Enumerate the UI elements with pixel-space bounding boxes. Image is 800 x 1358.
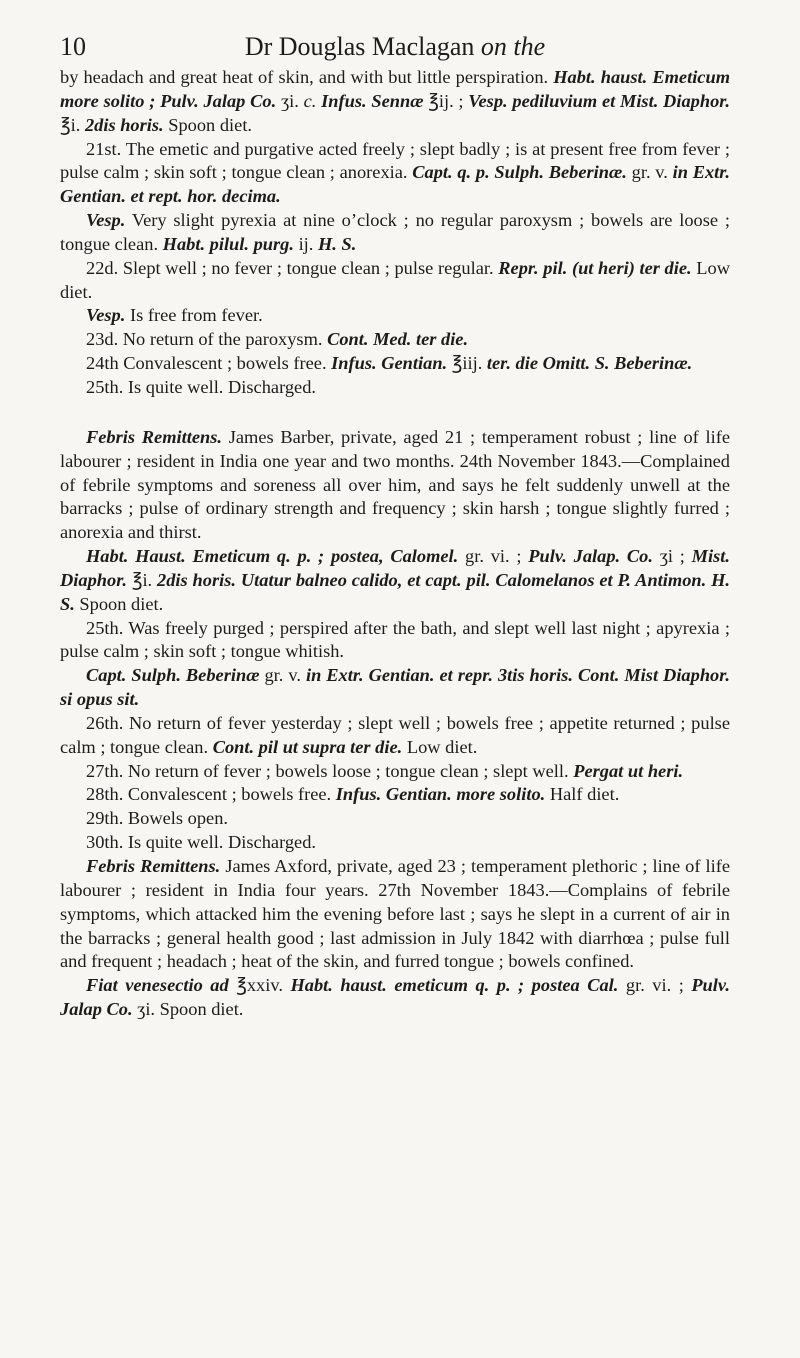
running-title-author: Dr Douglas Maclagan [244, 32, 481, 61]
document-body [60, 66, 730, 1022]
case-paragraph: Febris Remittens. James Barber, private, aged 21 ; temperament robust ; line of life labourer ; resident in India one year and two months. 24th November 1843.—Complained of febrile symptoms and soreness all over him, and says he felt suddenly unwell at the barracks ; pulse of ordinary strength and frequency ; skin harsh ; tongue slightly furred ; anorexia and thirst. [60, 426, 730, 543]
paragraph: 27th. No return of fever ; bowels loose ; tongue clean ; slept well. Pergat ut heri. [86, 760, 684, 781]
page-header [60, 0, 730, 66]
paragraph: Habt. Haust. Emeticum q. p. ; postea, Calomel. gr. vi. ; Pulv. Jalap. Co. ʒi ; Mist. Diaphor. ℥i. 2dis horis. Utatur balneo calido, et capt. pil. Calomelanos et P. Antimon. H. S. Spoon diet. [60, 546, 730, 614]
paragraph: 23d. No return of the paroxysm. Cont. Med. ter die. [86, 329, 469, 350]
document-page [60, 0, 730, 1022]
paragraph: Capt. Sulph. Beberinæ gr. v. in Extr. Gentian. et repr. 3tis horis. Cont. Mist Diaphor. si opus sit. [60, 665, 730, 710]
paragraph: Fiat venesectio ad ℥xxiv. Habt. haust. emeticum q. p. ; postea Cal. gr. vi. ; Pulv. Jalap Co. ʒi. Spoon diet. [60, 975, 730, 1020]
running-title-italic: on the [480, 32, 546, 61]
paragraph: Vesp. Very slight pyrexia at nine o’clock ; no regular paroxysm ; bowels are loose ; tongue clean. Habt. pilul. purg. ij. H. S. [60, 210, 730, 254]
paragraph: 29th. Bowels open. [86, 808, 229, 829]
section-gap [60, 400, 730, 426]
paragraph: 25th. Is quite well. Discharged. [86, 376, 317, 397]
paragraph: by headach and great heat of skin, and with but little perspiration. Habt. haust. Emeticum more solito ; Pulv. Jalap Co. ʒi. c. Infus. Sennæ ℥ij. ; Vesp. pediluvium et Mist. Diaphor. ℥i. 2dis horis. Spoon diet. [60, 67, 730, 135]
paragraph: 24th Convalescent ; bowels free. Infus. Gentian. ℥iij. ter. die Omitt. S. Beberinæ. [86, 353, 693, 374]
running-title [60, 32, 730, 62]
paragraph: 30th. Is quite well. Discharged. [86, 832, 317, 853]
paragraph: 22d. Slept well ; no fever ; tongue clean ; pulse regular. Repr. pil. (ut heri) ter die. Low diet. [60, 257, 731, 302]
paragraph: 25th. Was freely purged ; perspired after the bath, and slept well last night ; apyrexia ; pulse calm ; skin soft ; tongue whitish. [60, 617, 730, 662]
paragraph: 26th. No return of fever yesterday ; slept well ; bowels free ; appetite returned ; pulse calm ; tongue clean. Cont. pil ut supra ter die. Low diet. [60, 712, 730, 757]
paragraph: 28th. Convalescent ; bowels free. Infus. Gentian. more solito. Half diet. [86, 784, 620, 805]
paragraph: Vesp. Is free from fever. [86, 305, 263, 326]
page-number: 10 [60, 32, 86, 61]
paragraph: 21st. The emetic and purgative acted freely ; slept badly ; is at present free from fever ; pulse calm ; skin soft ; tongue clean ; anorexia. Capt. q. p. Sulph. Beberinæ. gr. v. in Extr. Gentian. et rept. hor. decima. [60, 138, 731, 207]
case-paragraph: Febris Remittens. James Axford, private, aged 23 ; temperament plethoric ; line of life labourer ; resident in India four years. 27th November 1843.—Complains of febrile symptoms, which attacked him the evening before last ; says he slept in a current of air in the barracks ; general health good ; last admission in July 1842 with diarrhœa ; pulse full and frequent ; headach ; heat of the skin, and furred tongue ; bowels confined. [60, 856, 731, 972]
